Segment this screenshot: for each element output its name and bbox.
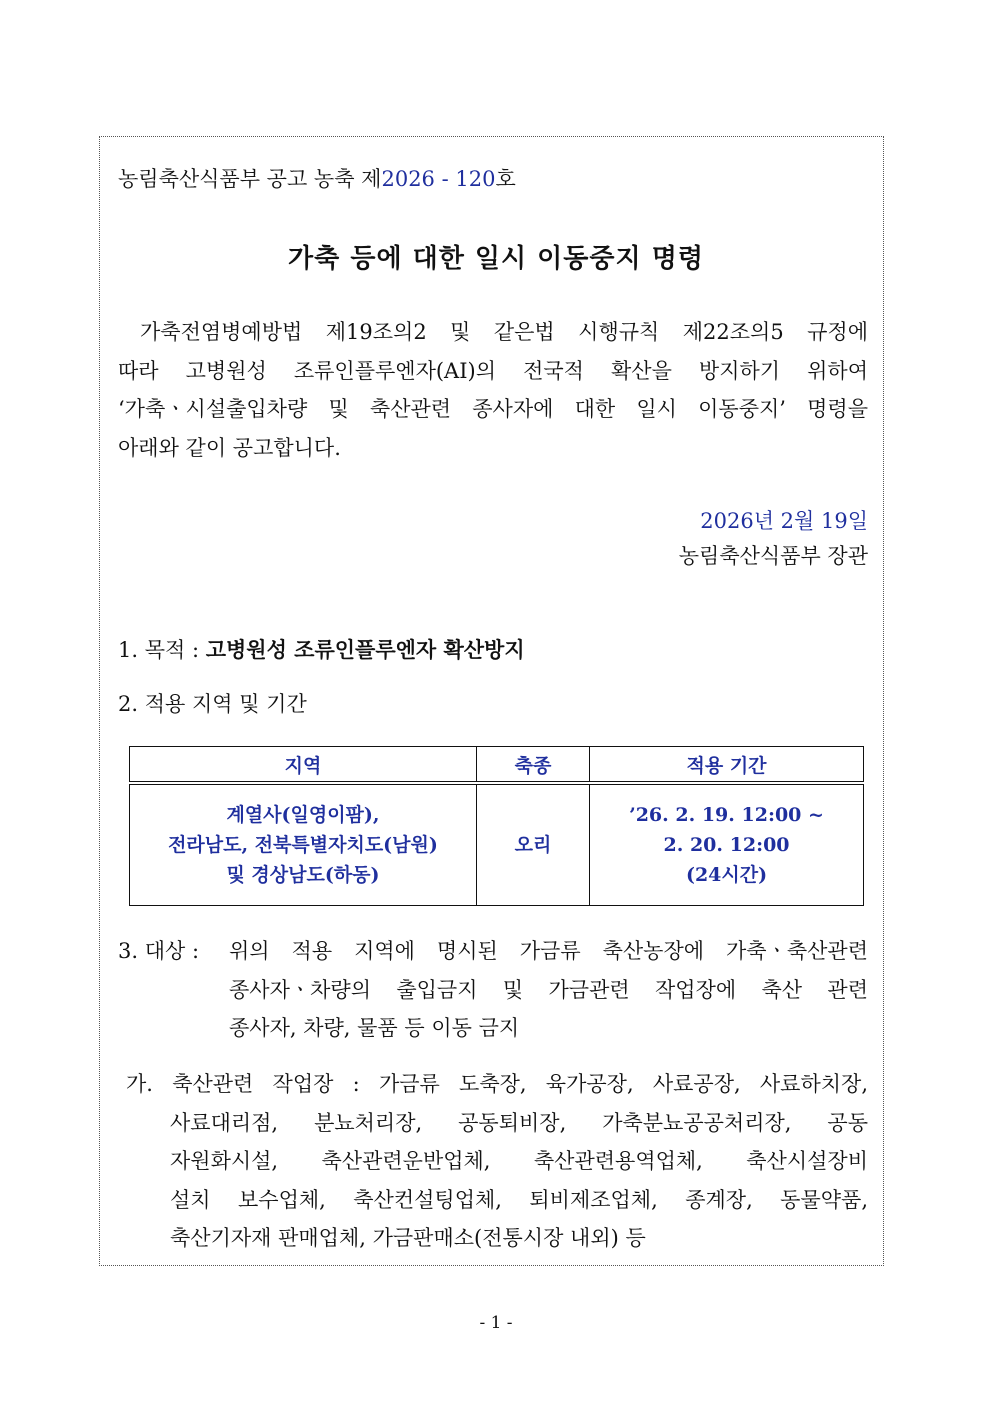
workplace-line: 자원화시설, 축산관련운반업체, 축산관련용역업체, 축산시설장비 [170, 1149, 868, 1173]
header-period: 적용 기간 [590, 747, 864, 784]
cell-period: ’26. 2. 19. 12:00 ~ 2. 20. 12:00 (24시간) [590, 783, 864, 906]
page-number: - 1 - [479, 1313, 513, 1333]
intro-line: 아래와 같이 공고합니다. [118, 435, 341, 460]
section-target-label: 3. 대상 : [118, 939, 200, 963]
target-line: 종사자, 차량, 물품 등 이동 금지 [229, 1016, 520, 1040]
header-region: 지역 [130, 747, 477, 784]
intro-paragraph [118, 313, 868, 467]
workplace-line: 가. 축산관련 작업장 : 가금류 도축장, 육가공장, 사료공장, 사료하치장, [126, 1072, 868, 1096]
issue-date: 2026년 2월 19일 [700, 509, 868, 533]
cell-species: 오리 [476, 783, 589, 906]
intro-line: 따라 고병원성 조류인플루엔자(AI)의 전국적 확산을 방지하기 위하여 [118, 358, 868, 383]
target-line: 종사자ㆍ차량의 출입금지 및 가금관련 작업장에 축산 관련 [229, 977, 868, 1002]
intro-line: ‘가축ㆍ시설출입차량 및 축산관련 종사자에 대한 일시 이동중지’ 명령을 [118, 397, 868, 421]
section-purpose: 1. 목적 : 고병원성 조류인플루엔자 확산방지 [118, 637, 525, 662]
cell-region: 계열사(일영이팜), 전라남도, 전북특별자치도(남원) 및 경상남도(하동) [130, 783, 477, 906]
notice-number: 농림축산식품부 공고 농축 제2026 - 120호 [118, 167, 516, 191]
target-line: 위의 적용 지역에 명시된 가금류 축산농장에 가축ㆍ축산관련 [229, 939, 868, 963]
document-title: 가축 등에 대한 일시 이동중지 명령 [288, 244, 704, 274]
area-period-table [129, 746, 864, 906]
workplace-line: 설치 보수업체, 축산컨설팅업체, 퇴비제조업체, 종계장, 동물약품, [170, 1187, 868, 1212]
intro-line: 가축전염병예방법 제19조의2 및 같은법 시행규칙 제22조의5 규정에 [140, 320, 868, 344]
section-workplaces [126, 1065, 868, 1258]
section-area-period: 2. 적용 지역 및 기간 [118, 692, 307, 716]
workplace-line: 축산기자재 판매업체, 가금판매소(전통시장 내외) 등 [170, 1226, 646, 1250]
workplace-line: 사료대리점, 분뇨처리장, 공동퇴비장, 가축분뇨공공처리장, 공동 [170, 1110, 868, 1135]
signatory: 농림축산식품부 장관 [678, 544, 868, 568]
header-species: 축종 [476, 747, 589, 784]
table-row [130, 783, 864, 906]
